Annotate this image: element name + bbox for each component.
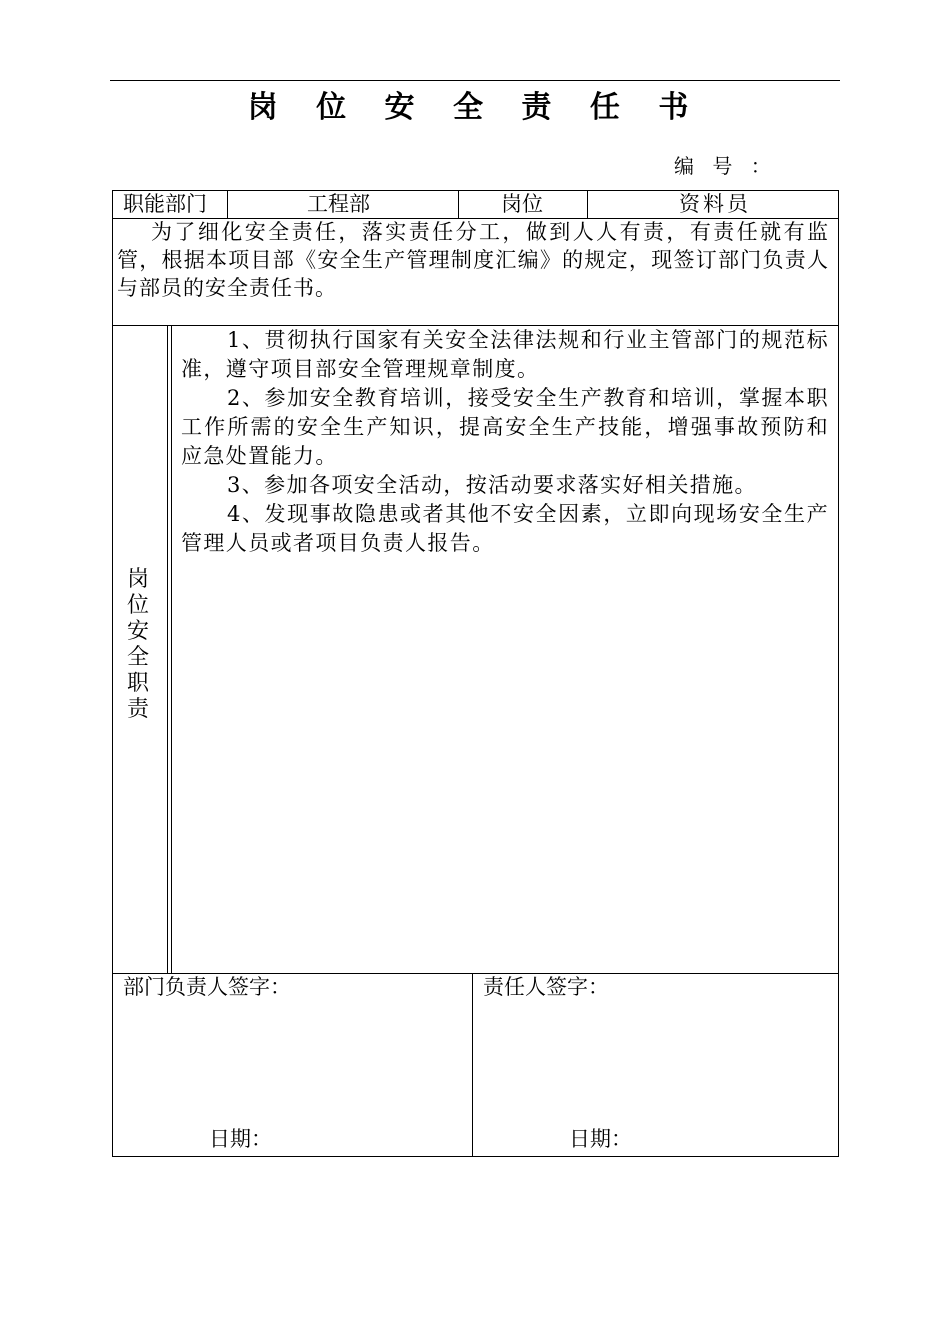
post-label: 岗位 [501, 192, 543, 216]
duty-item: 4、发现事故隐患或者其他不安全因素，立即向现场安全生产管理人员或者项目负责人报告。 [181, 502, 829, 555]
dept-value: 工程部 [307, 192, 370, 216]
signature-col-divider [472, 973, 473, 1156]
post-value: 资料员 [679, 192, 751, 216]
duties-label-char: 位 [126, 593, 149, 618]
dept-head-signature-label: 部门负责人签字： [123, 975, 291, 999]
duties-col-divider-inner [171, 325, 172, 973]
duties-list [181, 326, 829, 558]
responsible-signature-label: 责任人签字： [483, 975, 609, 999]
duties-label-char: 岗 [126, 567, 149, 592]
duties-label-char: 职 [126, 671, 149, 696]
intro-paragraph: 为了细化安全责任，落实责任分工，做到人人有责，有责任就有监管，根据本项目部《安全生产管理制度汇编》的规定，现签订部门负责人与部员的安全责任书。 [117, 220, 829, 300]
header-col-divider-1 [227, 191, 228, 218]
top-rule [110, 80, 840, 81]
duty-item: 3、参加各项安全活动，按活动要求落实好相关措施。 [227, 473, 757, 497]
dept-head-date-label: 日期： [209, 1127, 272, 1151]
dept-label: 职能部门 [123, 192, 207, 216]
duties-label-char: 责 [126, 697, 149, 722]
duty-item: 2、参加安全教育培训，接受安全生产教育和培训，掌握本职工作所需的安全生产知识，提高安全生产技能，增强事故预防和应急处置能力。 [181, 386, 829, 468]
duties-section-label [126, 567, 150, 723]
header-col-divider-2 [458, 191, 459, 218]
document-title: 岗 位 安 全 责 任 书 [247, 90, 703, 125]
header-col-divider-3 [587, 191, 588, 218]
duty-item: 1、贯彻执行国家有关安全法律法规和行业主管部门的规范标准，遵守项目部安全管理规章制度。 [181, 328, 829, 381]
serial-number-label: 编 号 ： [674, 154, 777, 178]
responsibility-form [112, 190, 839, 1157]
duties-label-char: 全 [126, 645, 149, 670]
duties-col-divider [167, 325, 168, 973]
responsible-date-label: 日期： [569, 1127, 632, 1151]
duties-label-char: 安 [126, 619, 149, 644]
